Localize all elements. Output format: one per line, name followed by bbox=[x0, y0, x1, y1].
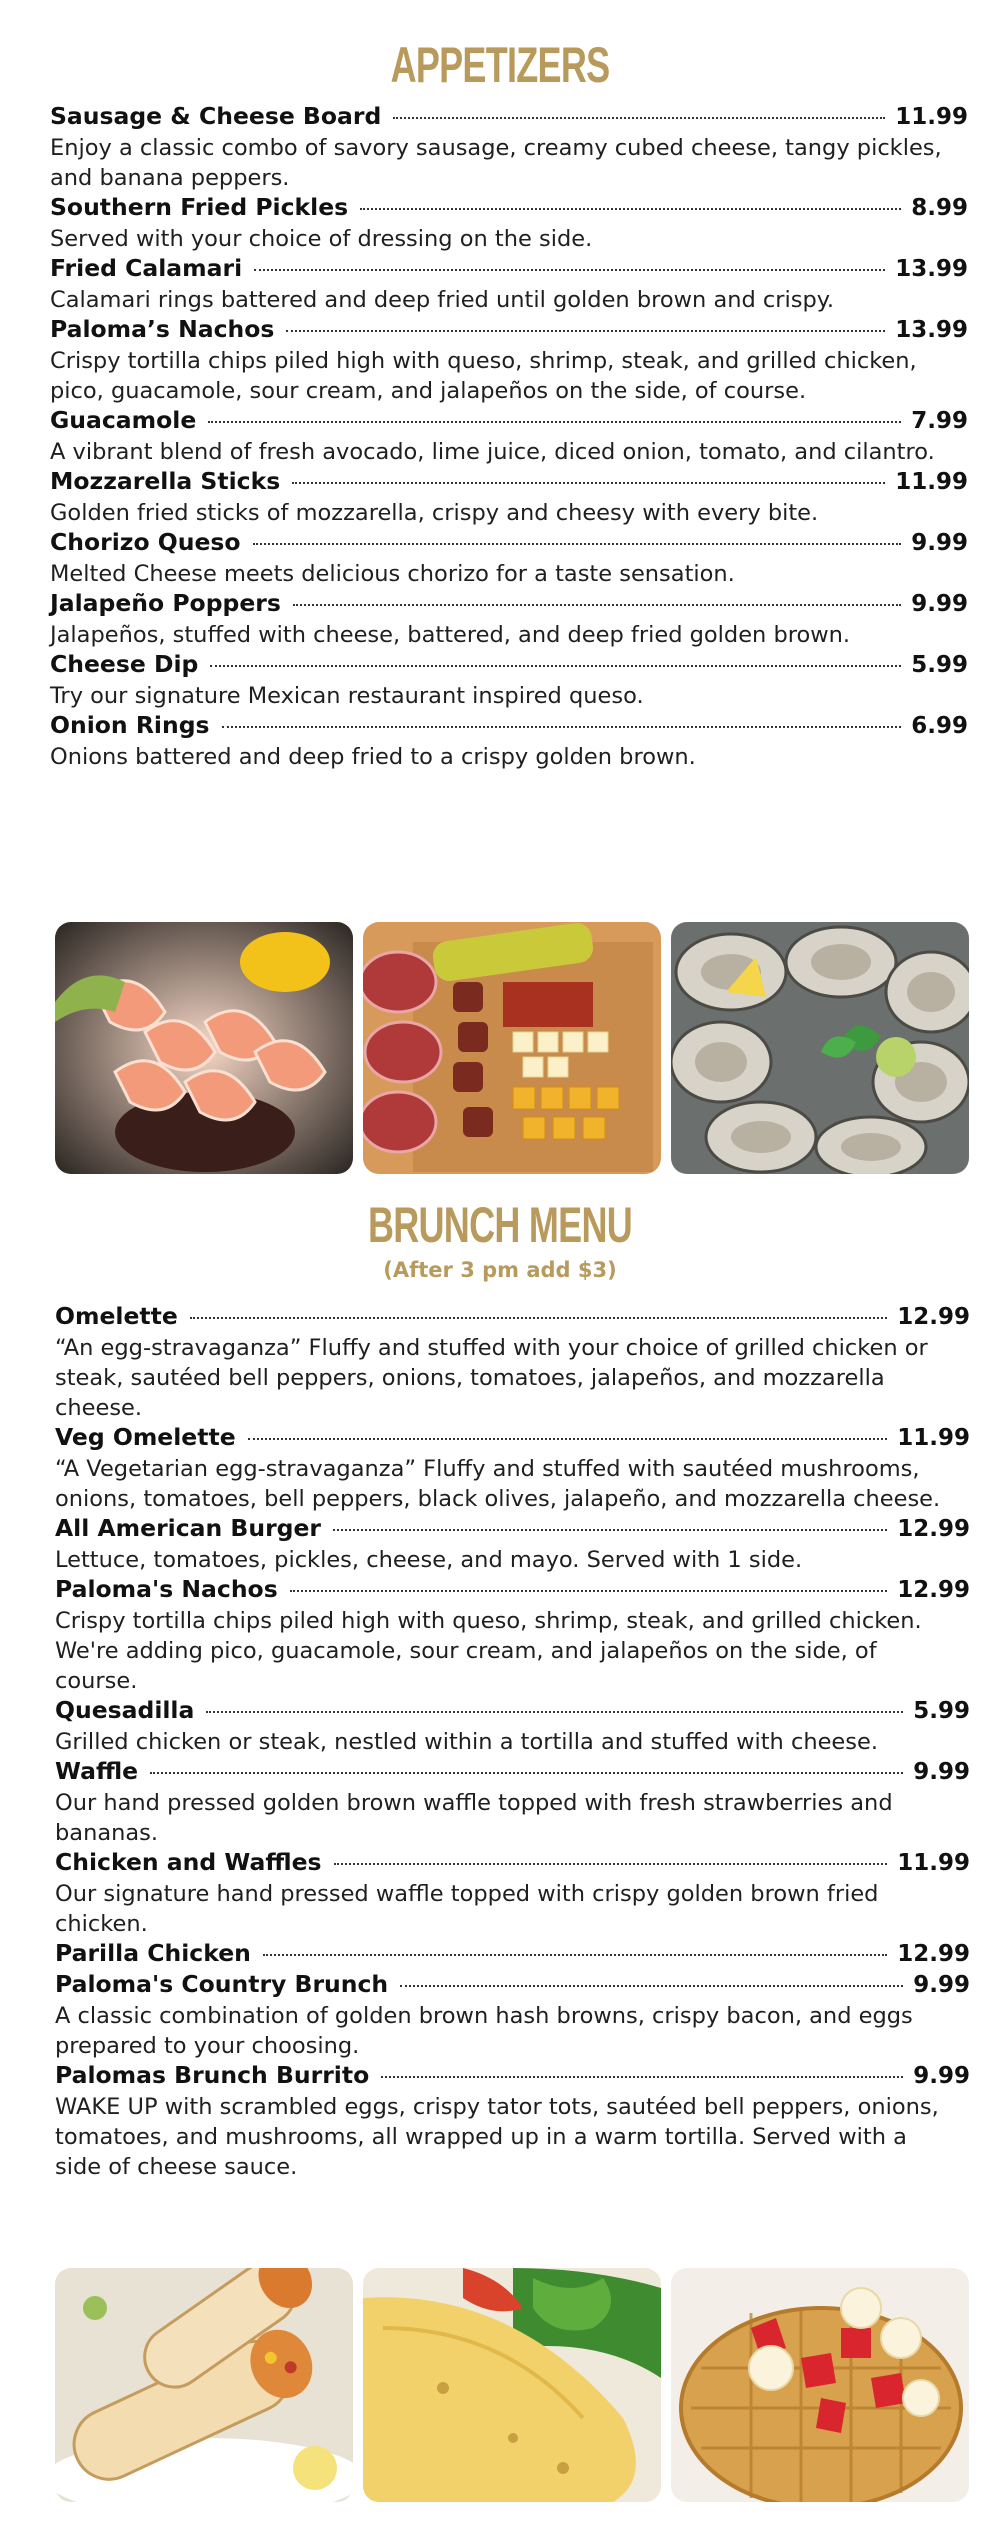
item-price: 13.99 bbox=[895, 256, 968, 282]
item-name: Quesadilla bbox=[55, 1696, 195, 1724]
item-name: All American Burger bbox=[55, 1514, 322, 1542]
item-description: Onions battered and deep fried to a crispy golden brown. bbox=[50, 744, 696, 770]
dot-leader bbox=[334, 1863, 888, 1865]
menu-item bbox=[55, 1848, 970, 1939]
item-price: 5.99 bbox=[913, 1698, 970, 1724]
menu-item bbox=[55, 1514, 970, 1575]
menu-item bbox=[50, 315, 968, 406]
item-description: WAKE UP with scrambled eggs, crispy tator tots, sautéed bell peppers, onions, tomatoes, and mushrooms, all wrapped up in a warm tortilla. Served with a side of cheese sauce. bbox=[55, 2094, 939, 2180]
brunch-burrito-photo bbox=[55, 2268, 353, 2502]
dot-leader bbox=[400, 1985, 903, 1987]
item-price: 7.99 bbox=[911, 408, 968, 434]
item-description: Melted Cheese meets delicious chorizo for a taste sensation. bbox=[50, 561, 735, 587]
item-description: Calamari rings battered and deep fried until golden brown and crispy. bbox=[50, 287, 835, 313]
appetizers-list bbox=[50, 102, 968, 772]
item-description: Crispy tortilla chips piled high with queso, shrimp, steak, and grilled chicken. We're adding pico, guacamole, sour cream, and jalapeños on the side, of course. bbox=[55, 1608, 922, 1694]
sausage-cheese-board-photo bbox=[363, 922, 661, 1174]
shrimp-cocktail-photo bbox=[55, 922, 353, 1174]
item-price: 5.99 bbox=[911, 652, 968, 678]
item-name: Parilla Chicken bbox=[55, 1939, 251, 1967]
item-price: 9.99 bbox=[911, 591, 968, 617]
menu-item bbox=[55, 1939, 970, 1970]
item-price: 11.99 bbox=[895, 104, 968, 130]
item-name: Paloma's Nachos bbox=[55, 1575, 278, 1603]
item-price: 12.99 bbox=[897, 1304, 970, 1330]
item-name: Waffle bbox=[55, 1757, 139, 1785]
dot-leader bbox=[293, 604, 901, 606]
item-price: 11.99 bbox=[897, 1850, 970, 1876]
item-description: Lettuce, tomatoes, pickles, cheese, and mayo. Served with 1 side. bbox=[55, 1547, 803, 1573]
item-price: 12.99 bbox=[897, 1577, 970, 1603]
item-description: “A Vegetarian egg-stravaganza” Fluffy and stuffed with sautéed mushrooms, onions, tomatoes, bell peppers, black olives, jalapeño, and mozzarella cheese. bbox=[55, 1456, 941, 1512]
brunch-list bbox=[55, 1302, 970, 2182]
dot-leader bbox=[222, 726, 902, 728]
menu-item bbox=[55, 1757, 970, 1848]
brunch-subtitle: (After 3 pm add $3) bbox=[383, 1258, 617, 1282]
item-price: 9.99 bbox=[913, 1759, 970, 1785]
dot-leader bbox=[150, 1772, 903, 1774]
dot-leader bbox=[206, 1711, 903, 1713]
item-name: Fried Calamari bbox=[50, 254, 243, 282]
waffle-photo bbox=[671, 2268, 969, 2502]
item-price: 12.99 bbox=[897, 1941, 970, 1967]
item-description: Grilled chicken or steak, nestled within a tortilla and stuffed with cheese. bbox=[55, 1729, 878, 1755]
item-price: 9.99 bbox=[913, 1972, 970, 1998]
item-price: 9.99 bbox=[911, 530, 968, 556]
item-name: Veg Omelette bbox=[55, 1423, 236, 1451]
menu-item bbox=[50, 193, 968, 254]
dot-leader bbox=[292, 482, 885, 484]
item-description: Crispy tortilla chips piled high with queso, shrimp, steak, and grilled chicken, pico, guacamole, sour cream, and jalapeños on the side, of course. bbox=[50, 348, 917, 404]
dot-leader bbox=[253, 543, 902, 545]
item-description: Our signature hand pressed waffle topped with crispy golden brown fried chicken. bbox=[55, 1881, 879, 1937]
menu-item bbox=[55, 1970, 970, 2061]
item-description: Our hand pressed golden brown waffle topped with fresh strawberries and bananas. bbox=[55, 1790, 893, 1846]
item-name: Paloma’s Nachos bbox=[50, 315, 275, 343]
item-name: Palomas Brunch Burrito bbox=[55, 2061, 370, 2089]
item-description: Jalapeños, stuffed with cheese, battered, and deep fried golden brown. bbox=[50, 622, 851, 648]
item-description: Enjoy a classic combo of savory sausage, creamy cubed cheese, tangy pickles, and banana peppers. bbox=[50, 135, 942, 191]
menu-item bbox=[50, 467, 968, 528]
brunch-title: BRUNCH MENU bbox=[367, 1197, 633, 1253]
menu-item bbox=[55, 2061, 970, 2182]
item-price: 8.99 bbox=[911, 195, 968, 221]
menu-item bbox=[50, 711, 968, 772]
menu-item bbox=[55, 1423, 970, 1514]
oysters-photo bbox=[671, 922, 969, 1174]
menu-item bbox=[55, 1575, 970, 1696]
menu-item bbox=[50, 589, 968, 650]
item-description: A vibrant blend of fresh avocado, lime juice, diced onion, tomato, and cilantro. bbox=[50, 439, 935, 465]
menu-item bbox=[50, 406, 968, 467]
item-description: Golden fried sticks of mozzarella, crispy and cheesy with every bite. bbox=[50, 500, 819, 526]
dot-leader bbox=[190, 1317, 887, 1319]
item-name: Jalapeño Poppers bbox=[50, 589, 281, 617]
menu-item bbox=[55, 1302, 970, 1423]
menu-item bbox=[50, 102, 968, 193]
item-name: Guacamole bbox=[50, 406, 197, 434]
dot-leader bbox=[286, 330, 885, 332]
item-price: 9.99 bbox=[913, 2063, 970, 2089]
item-price: 6.99 bbox=[911, 713, 968, 739]
item-price: 12.99 bbox=[897, 1516, 970, 1542]
item-price: 11.99 bbox=[897, 1425, 970, 1451]
dot-leader bbox=[248, 1438, 888, 1440]
menu-item bbox=[50, 650, 968, 711]
menu-item bbox=[50, 254, 968, 315]
item-name: Sausage & Cheese Board bbox=[50, 102, 382, 130]
brunch-photo-row bbox=[55, 2268, 969, 2502]
item-name: Chicken and Waffles bbox=[55, 1848, 322, 1876]
dot-leader bbox=[263, 1954, 887, 1956]
item-description: Try our signature Mexican restaurant inspired queso. bbox=[50, 683, 644, 709]
item-name: Onion Rings bbox=[50, 711, 210, 739]
appetizers-photo-row bbox=[55, 922, 969, 1174]
item-description: “An egg-stravaganza” Fluffy and stuffed with your choice of grilled chicken or steak, sautéed bell peppers, onions, tomatoes, jalapeños, and mozzarella cheese. bbox=[55, 1335, 928, 1421]
menu-item bbox=[55, 1696, 970, 1757]
dot-leader bbox=[254, 269, 885, 271]
item-name: Chorizo Queso bbox=[50, 528, 241, 556]
item-name: Omelette bbox=[55, 1302, 178, 1330]
dot-leader bbox=[290, 1590, 888, 1592]
item-name: Southern Fried Pickles bbox=[50, 193, 349, 221]
item-price: 13.99 bbox=[895, 317, 968, 343]
item-price: 11.99 bbox=[895, 469, 968, 495]
omelette-photo bbox=[363, 2268, 661, 2502]
dot-leader bbox=[208, 421, 901, 423]
dot-leader bbox=[333, 1529, 887, 1531]
dot-leader bbox=[210, 665, 901, 667]
item-description: A classic combination of golden brown hash browns, crispy bacon, and eggs prepared to your choosing. bbox=[55, 2003, 913, 2059]
dot-leader bbox=[360, 208, 901, 210]
dot-leader bbox=[381, 2076, 903, 2078]
dot-leader bbox=[393, 117, 885, 119]
item-name: Paloma's Country Brunch bbox=[55, 1970, 389, 1998]
item-name: Cheese Dip bbox=[50, 650, 199, 678]
item-description: Served with your choice of dressing on the side. bbox=[50, 226, 593, 252]
menu-item bbox=[50, 528, 968, 589]
item-name: Mozzarella Sticks bbox=[50, 467, 281, 495]
appetizers-title: APPETIZERS bbox=[390, 37, 610, 93]
